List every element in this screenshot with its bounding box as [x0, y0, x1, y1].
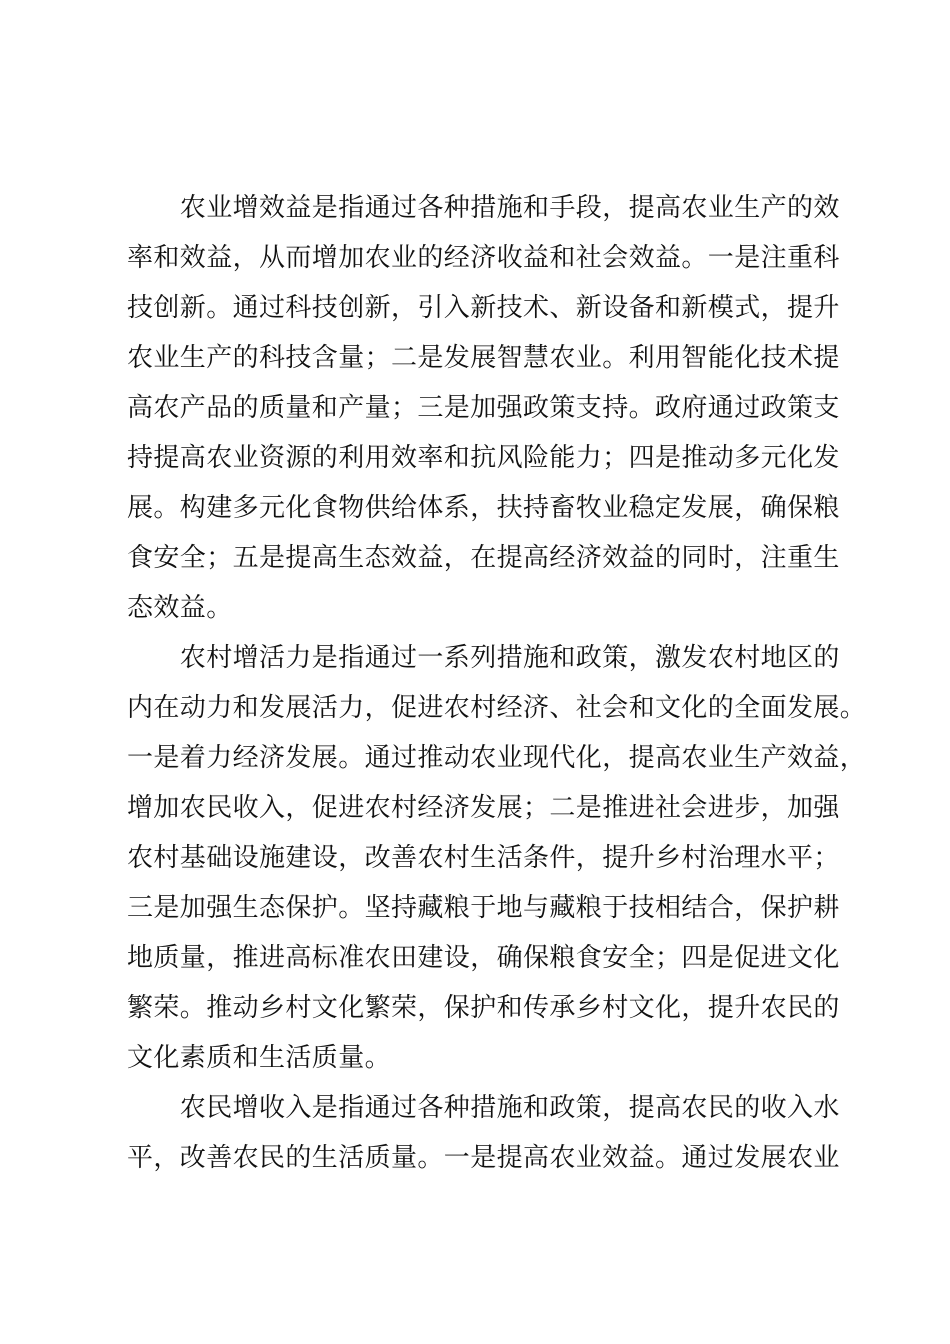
paragraph-agricultural-efficiency: [127, 183, 840, 633]
text-line: 平，改善农民的生活质量。一是提高农业效益。通过发展农业: [127, 1143, 840, 1173]
text-line: 农业生产的科技含量；二是发展智慧农业。利用智能化技术提: [127, 343, 840, 373]
text-line: 内在动力和发展活力，促进农村经济、社会和文化的全面发展。: [127, 693, 867, 723]
text-line: 三是加强生态保护。坚持藏粮于地与藏粮于技相结合，保护耕: [127, 893, 840, 923]
paragraph-rural-vitality: [127, 633, 867, 1083]
text-line: 持提高农业资源的利用效率和抗风险能力；四是推动多元化发: [127, 443, 840, 473]
text-line: 农业增效益是指通过各种措施和手段，提高农业生产的效: [127, 193, 840, 223]
text-line: 展。构建多元化食物供给体系，扶持畜牧业稳定发展，确保粮: [127, 493, 840, 523]
text-line: 食安全；五是提高生态效益，在提高经济效益的同时，注重生: [127, 543, 840, 573]
text-line: 率和效益，从而增加农业的经济收益和社会效益。一是注重科: [127, 243, 840, 273]
text-line: 高农产品的质量和产量；三是加强政策支持。政府通过政策支: [127, 393, 840, 423]
text-line: 农民增收入是指通过各种措施和政策，提高农民的收入水: [127, 1093, 840, 1123]
document-body: [127, 183, 867, 1183]
text-line: 态效益。: [127, 593, 233, 623]
text-line: 增加农民收入，促进农村经济发展；二是推进社会进步，加强: [127, 793, 840, 823]
text-line: 技创新。通过科技创新，引入新技术、新设备和新模式，提升: [127, 293, 840, 323]
text-line: 一是着力经济发展。通过推动农业现代化，提高农业生产效益，: [127, 743, 867, 773]
text-line: 农村增活力是指通过一系列措施和政策，激发农村地区的: [127, 643, 840, 673]
text-line: 地质量，推进高标准农田建设，确保粮食安全；四是促进文化: [127, 943, 840, 973]
text-line: 繁荣。推动乡村文化繁荣，保护和传承乡村文化，提升农民的: [127, 993, 840, 1023]
paragraph-farmer-income: [127, 1083, 840, 1183]
text-line: 农村基础设施建设，改善农村生活条件，提升乡村治理水平；: [127, 843, 840, 873]
text-line: 文化素质和生活质量。: [127, 1043, 392, 1073]
